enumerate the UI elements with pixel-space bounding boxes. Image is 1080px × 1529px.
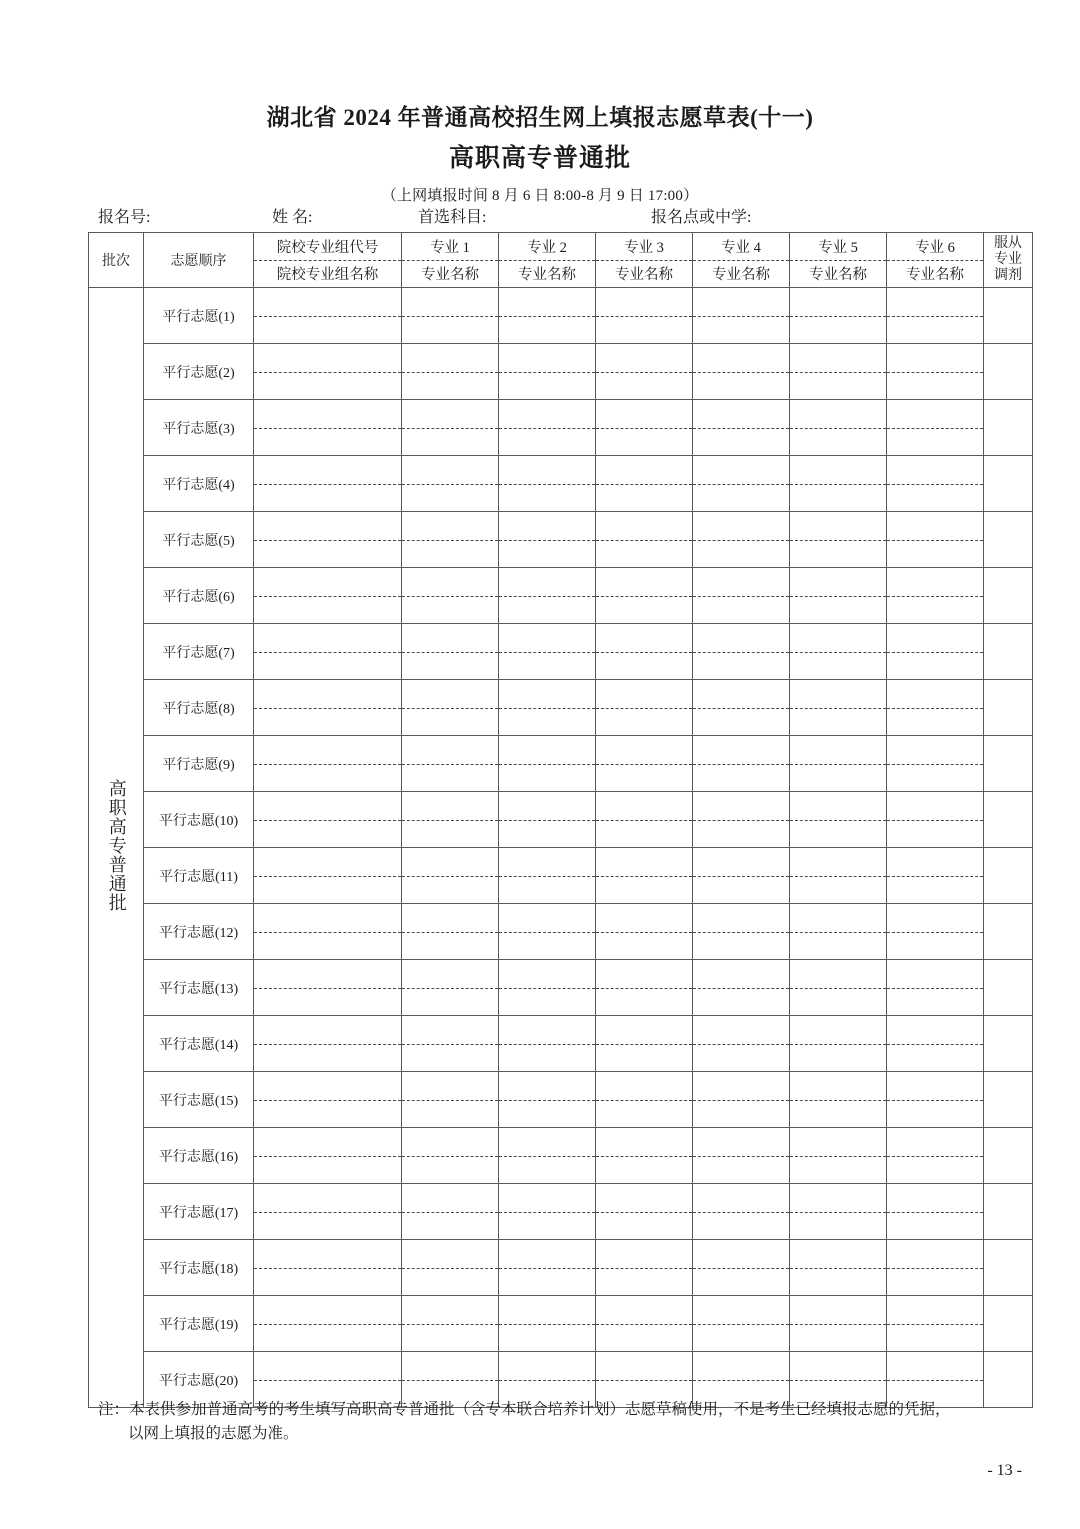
cell-college-group-row-4[interactable] [254,456,402,512]
cell-obey-adjustment-row-6[interactable] [984,568,1033,624]
cell-major-2-row-7[interactable] [499,624,596,680]
cell-major-6-row-9[interactable] [887,736,984,792]
cell-major-5-row-17[interactable] [790,1184,887,1240]
table-row [89,1072,1033,1128]
table-row [89,400,1033,456]
cell-major-2-row-15[interactable] [499,1072,596,1128]
cell-major-2-row-17[interactable] [499,1184,596,1240]
cell-major-6-row-15[interactable] [887,1072,984,1128]
cell-college-group-row-6[interactable] [254,568,402,624]
header-major-2-name: 专业名称 [518,267,576,284]
document-title: 湖北省 2024 年普通高校招生网上填报志愿草表(十一) [266,105,814,130]
cell-major-1-row-13[interactable] [402,960,499,1016]
cell-obey-adjustment-row-16[interactable] [984,1128,1033,1184]
cell-major-5-row-16[interactable] [790,1128,887,1184]
cell-major-1-row-3[interactable] [402,400,499,456]
cell-major-6-row-13[interactable] [887,960,984,1016]
cell-major-6-row-14[interactable] [887,1016,984,1072]
cell-college-group-row-14[interactable] [254,1016,402,1072]
cell-major-1-row-7[interactable] [402,624,499,680]
header-major-2 [499,233,596,288]
cell-major-5-row-15[interactable] [790,1072,887,1128]
volunteer-order-label: 平行志愿(19) [144,1296,254,1352]
cell-obey-adjustment-row-4[interactable] [984,456,1033,512]
footer-note [98,1398,998,1447]
cell-obey-adjustment-row-13[interactable] [984,960,1033,1016]
header-major-5-name: 专业名称 [809,267,867,284]
cell-major-4-row-9[interactable] [693,736,790,792]
cell-college-group-row-8[interactable] [254,680,402,736]
cell-major-5-row-7[interactable] [790,624,887,680]
cell-major-1-row-9[interactable] [402,736,499,792]
cell-college-group-row-16[interactable] [254,1128,402,1184]
table-row [89,288,1033,344]
cell-major-5-row-8[interactable] [790,680,887,736]
cell-major-5-row-12[interactable] [790,904,887,960]
table-header-row [89,233,1033,288]
cell-major-4-row-15[interactable] [693,1072,790,1128]
cell-major-2-row-8[interactable] [499,680,596,736]
cell-major-1-row-2[interactable] [402,344,499,400]
cell-major-3-row-19[interactable] [596,1296,693,1352]
cell-obey-adjustment-row-17[interactable] [984,1184,1033,1240]
table-row [89,1184,1033,1240]
volunteer-order-label: 平行志愿(15) [144,1072,254,1128]
cell-major-4-row-18[interactable] [693,1240,790,1296]
cell-major-6-row-8[interactable] [887,680,984,736]
cell-major-2-row-4[interactable] [499,456,596,512]
page-number: - 13 - [987,1462,1022,1479]
cell-major-1-row-19[interactable] [402,1296,499,1352]
cell-major-3-row-14[interactable] [596,1016,693,1072]
cell-major-4-row-17[interactable] [693,1184,790,1240]
cell-major-6-row-16[interactable] [887,1128,984,1184]
cell-major-1-row-5[interactable] [402,512,499,568]
cell-major-5-row-13[interactable] [790,960,887,1016]
cell-major-3-row-12[interactable] [596,904,693,960]
volunteer-order-label: 平行志愿(7) [144,624,254,680]
table-row [89,680,1033,736]
cell-major-5-row-18[interactable] [790,1240,887,1296]
cell-obey-adjustment-row-15[interactable] [984,1072,1033,1128]
header-major-4-name: 专业名称 [712,267,770,284]
cell-major-5-row-2[interactable] [790,344,887,400]
cell-major-6-row-2[interactable] [887,344,984,400]
cell-major-4-row-2[interactable] [693,344,790,400]
header-major-5-title: 专业 5 [790,233,886,261]
cell-college-group-row-10[interactable] [254,792,402,848]
cell-major-6-row-12[interactable] [887,904,984,960]
submission-date-range: （上网填报时间 8 月 6 日 8:00-8 月 9 日 17:00） [381,187,699,204]
cell-major-1-row-1[interactable] [402,288,499,344]
cell-major-2-row-9[interactable] [499,736,596,792]
cell-major-4-row-10[interactable] [693,792,790,848]
cell-major-5-row-4[interactable] [790,456,887,512]
header-major-2-title: 专业 2 [499,233,595,261]
volunteer-order-label: 平行志愿(5) [144,512,254,568]
cell-college-group-row-3[interactable] [254,400,402,456]
cell-major-3-row-5[interactable] [596,512,693,568]
volunteer-table [88,232,1033,1408]
volunteer-order-label: 平行志愿(20) [144,1352,254,1408]
volunteer-order-label: 平行志愿(9) [144,736,254,792]
cell-college-group-row-19[interactable] [254,1296,402,1352]
cell-major-2-row-6[interactable] [499,568,596,624]
name-label: 姓 名: [272,209,313,226]
cell-major-6-row-6[interactable] [887,568,984,624]
cell-obey-adjustment-row-12[interactable] [984,904,1033,960]
table-row [89,1240,1033,1296]
cell-major-1-row-18[interactable] [402,1240,499,1296]
volunteer-order-label: 平行志愿(12) [144,904,254,960]
header-group-code: 院校专业组代号 [254,233,401,261]
cell-obey-adjustment-row-11[interactable] [984,848,1033,904]
cell-major-6-row-3[interactable] [887,400,984,456]
cell-major-2-row-1[interactable] [499,288,596,344]
table-row [89,624,1033,680]
cell-major-6-row-1[interactable] [887,288,984,344]
volunteer-order-label: 平行志愿(17) [144,1184,254,1240]
cell-major-1-row-16[interactable] [402,1128,499,1184]
table-row [89,904,1033,960]
batch-name-label: 高职高专普通批 [106,778,127,912]
identity-fields-row [98,206,998,230]
volunteer-table-wrapper [88,232,1033,1408]
cell-major-5-row-19[interactable] [790,1296,887,1352]
table-row [89,736,1033,792]
cell-major-5-row-1[interactable] [790,288,887,344]
cell-major-1-row-15[interactable] [402,1072,499,1128]
volunteer-order-label: 平行志愿(13) [144,960,254,1016]
footer-note-line-1: 注：本表供参加普通高考的考生填写高职高专普通批（含专本联合培养计划）志愿草稿使用，不是考生已经填报志愿的凭据， [98,1401,951,1418]
cell-college-group-row-2[interactable] [254,344,402,400]
cell-college-group-row-17[interactable] [254,1184,402,1240]
cell-major-1-row-6[interactable] [402,568,499,624]
cell-major-5-row-11[interactable] [790,848,887,904]
cell-major-1-row-12[interactable] [402,904,499,960]
batch-name-cell [89,288,144,1408]
volunteer-order-label: 平行志愿(3) [144,400,254,456]
header-major-1 [402,233,499,288]
cell-college-group-row-13[interactable] [254,960,402,1016]
header-college-group [254,233,402,288]
cell-major-4-row-5[interactable] [693,512,790,568]
cell-college-group-row-1[interactable] [254,288,402,344]
cell-major-4-row-6[interactable] [693,568,790,624]
table-row [89,792,1033,848]
cell-major-5-row-9[interactable] [790,736,887,792]
cell-major-3-row-4[interactable] [596,456,693,512]
cell-major-2-row-19[interactable] [499,1296,596,1352]
cell-major-6-row-19[interactable] [887,1296,984,1352]
cell-major-6-row-11[interactable] [887,848,984,904]
cell-obey-adjustment-row-3[interactable] [984,400,1033,456]
cell-major-5-row-10[interactable] [790,792,887,848]
volunteer-order-label: 平行志愿(8) [144,680,254,736]
cell-obey-adjustment-row-14[interactable] [984,1016,1033,1072]
document-subtitle: 高职高专普通批 [448,144,631,172]
cell-major-3-row-17[interactable] [596,1184,693,1240]
volunteer-order-label: 平行志愿(11) [144,848,254,904]
cell-major-4-row-14[interactable] [693,1016,790,1072]
cell-major-5-row-3[interactable] [790,400,887,456]
header-obey-line-2: 专业 [994,252,1022,268]
cell-major-3-row-16[interactable] [596,1128,693,1184]
cell-major-4-row-7[interactable] [693,624,790,680]
volunteer-order-label: 平行志愿(14) [144,1016,254,1072]
cell-major-6-row-7[interactable] [887,624,984,680]
cell-college-group-row-12[interactable] [254,904,402,960]
header-major-6-name: 专业名称 [906,267,964,284]
cell-major-5-row-14[interactable] [790,1016,887,1072]
cell-obey-adjustment-row-19[interactable] [984,1296,1033,1352]
cell-major-4-row-19[interactable] [693,1296,790,1352]
cell-major-3-row-10[interactable] [596,792,693,848]
cell-major-3-row-7[interactable] [596,624,693,680]
header-major-1-title: 专业 1 [402,233,498,261]
cell-major-3-row-3[interactable] [596,400,693,456]
header-group-name: 院校专业组名称 [276,267,379,284]
cell-major-2-row-16[interactable] [499,1128,596,1184]
table-row [89,848,1033,904]
header-major-1-name: 专业名称 [421,267,479,284]
table-row [89,568,1033,624]
header-major-3 [596,233,693,288]
cell-major-3-row-2[interactable] [596,344,693,400]
site-or-school-label: 报名点或中学: [651,209,752,226]
title-block [0,104,1080,205]
cell-major-2-row-11[interactable] [499,848,596,904]
cell-major-1-row-8[interactable] [402,680,499,736]
cell-major-3-row-15[interactable] [596,1072,693,1128]
cell-major-6-row-18[interactable] [887,1240,984,1296]
cell-major-1-row-17[interactable] [402,1184,499,1240]
cell-major-2-row-14[interactable] [499,1016,596,1072]
header-major-3-title: 专业 3 [596,233,692,261]
volunteer-order-label: 平行志愿(4) [144,456,254,512]
cell-major-1-row-4[interactable] [402,456,499,512]
table-row [89,960,1033,1016]
registration-number-label: 报名号: [98,209,151,226]
cell-obey-adjustment-row-1[interactable] [984,288,1033,344]
cell-major-6-row-5[interactable] [887,512,984,568]
volunteer-order-label: 平行志愿(10) [144,792,254,848]
cell-obey-adjustment-row-9[interactable] [984,736,1033,792]
cell-major-2-row-3[interactable] [499,400,596,456]
header-batch: 批次 [89,233,144,288]
cell-obey-adjustment-row-8[interactable] [984,680,1033,736]
cell-obey-adjustment-row-7[interactable] [984,624,1033,680]
cell-major-1-row-11[interactable] [402,848,499,904]
cell-college-group-row-5[interactable] [254,512,402,568]
cell-college-group-row-9[interactable] [254,736,402,792]
header-major-4-title: 专业 4 [693,233,789,261]
cell-major-4-row-16[interactable] [693,1128,790,1184]
table-row [89,512,1033,568]
cell-major-2-row-10[interactable] [499,792,596,848]
cell-major-2-row-5[interactable] [499,512,596,568]
cell-major-4-row-8[interactable] [693,680,790,736]
cell-major-4-row-13[interactable] [693,960,790,1016]
header-obey-line-3: 调剂 [994,267,1022,283]
table-row [89,456,1033,512]
footer-note-line-2: 以网上填报的志愿为准。 [128,1425,299,1443]
cell-major-3-row-13[interactable] [596,960,693,1016]
cell-major-3-row-8[interactable] [596,680,693,736]
cell-major-2-row-18[interactable] [499,1240,596,1296]
cell-major-5-row-6[interactable] [790,568,887,624]
cell-college-group-row-15[interactable] [254,1072,402,1128]
cell-major-2-row-13[interactable] [499,960,596,1016]
header-major-6-title: 专业 6 [887,233,983,261]
header-obey-major-adjustment [984,233,1033,288]
table-row [89,1296,1033,1352]
cell-major-4-row-3[interactable] [693,400,790,456]
cell-college-group-row-11[interactable] [254,848,402,904]
table-row [89,344,1033,400]
cell-major-3-row-6[interactable] [596,568,693,624]
cell-obey-adjustment-row-10[interactable] [984,792,1033,848]
cell-college-group-row-7[interactable] [254,624,402,680]
cell-major-4-row-12[interactable] [693,904,790,960]
cell-major-6-row-10[interactable] [887,792,984,848]
cell-major-2-row-2[interactable] [499,344,596,400]
volunteer-order-label: 平行志愿(16) [144,1128,254,1184]
cell-major-3-row-11[interactable] [596,848,693,904]
cell-major-2-row-12[interactable] [499,904,596,960]
cell-major-4-row-1[interactable] [693,288,790,344]
header-major-3-name: 专业名称 [615,267,673,284]
cell-college-group-row-18[interactable] [254,1240,402,1296]
cell-major-5-row-5[interactable] [790,512,887,568]
table-row [89,1128,1033,1184]
header-obey-line-1: 服从 [994,236,1022,252]
cell-major-4-row-11[interactable] [693,848,790,904]
first-subject-label: 首选科目: [418,209,487,226]
cell-obey-adjustment-row-18[interactable] [984,1240,1033,1296]
header-major-6 [887,233,984,288]
cell-major-3-row-18[interactable] [596,1240,693,1296]
cell-major-3-row-9[interactable] [596,736,693,792]
volunteer-order-label: 平行志愿(6) [144,568,254,624]
header-major-5 [790,233,887,288]
cell-major-4-row-4[interactable] [693,456,790,512]
cell-obey-adjustment-row-5[interactable] [984,512,1033,568]
volunteer-order-label: 平行志愿(2) [144,344,254,400]
cell-major-1-row-10[interactable] [402,792,499,848]
cell-major-6-row-4[interactable] [887,456,984,512]
cell-major-6-row-17[interactable] [887,1184,984,1240]
volunteer-order-label: 平行志愿(18) [144,1240,254,1296]
table-row [89,1016,1033,1072]
volunteer-order-label: 平行志愿(1) [144,288,254,344]
header-major-4 [693,233,790,288]
cell-major-1-row-14[interactable] [402,1016,499,1072]
cell-obey-adjustment-row-2[interactable] [984,344,1033,400]
cell-major-3-row-1[interactable] [596,288,693,344]
header-order: 志愿顺序 [144,233,254,288]
